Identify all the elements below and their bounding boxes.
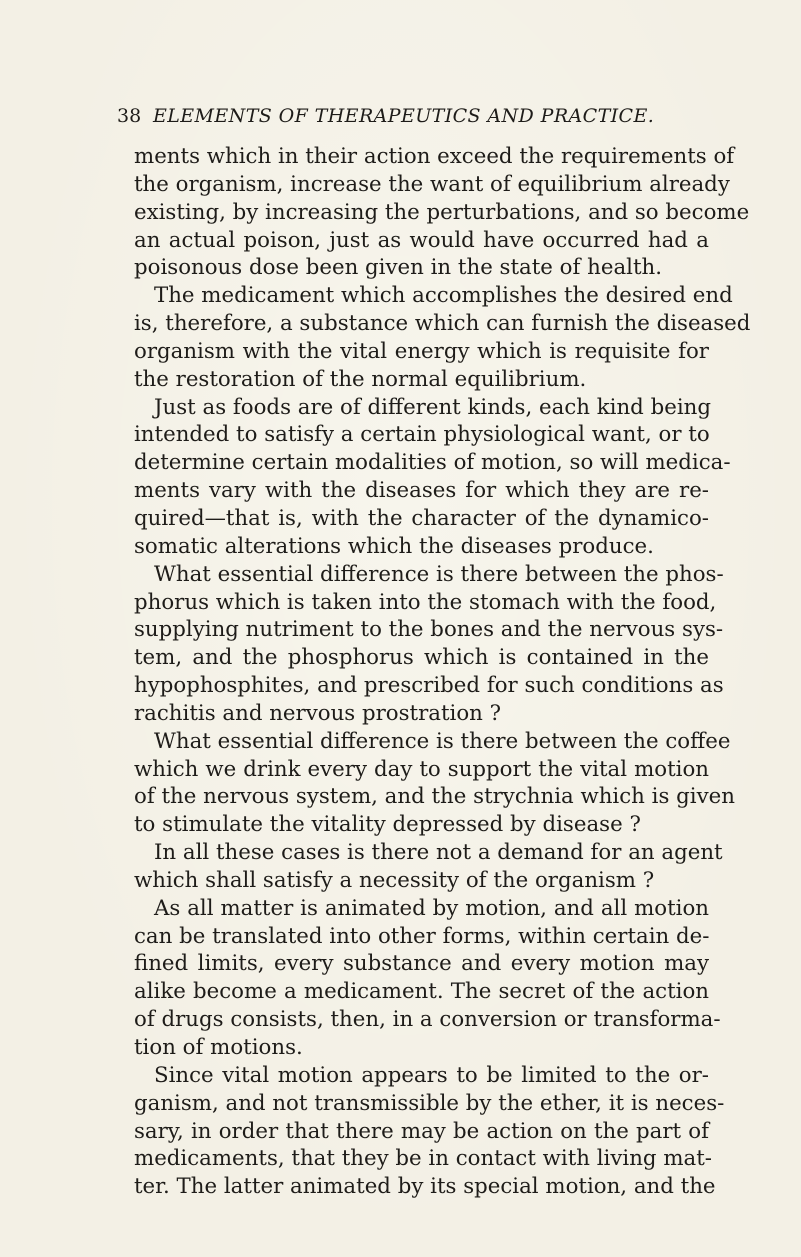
text-line: organism with the vital energy which is requisite for [134,338,709,364]
running-head [117,101,717,131]
text-line: of the nervous system, and the strychnia which is given [134,784,735,810]
text-line: poisonous dose been given in the state of health. [134,255,663,281]
text-line: quired—that is, with the character of the dynamico- [134,505,709,531]
text-line: is, therefore, a substance which can furnish the diseased [134,311,751,337]
text-line: medicaments, that they be in contact with living mat- [134,1146,712,1172]
text-line: can be translated into other forms, within certain de- [134,923,710,949]
text-line: determine certain modalities of motion, so will medica- [134,450,731,476]
text-line: tion of motions. [134,1035,303,1060]
text-line: existing, by increasing the perturbations, and so become [134,199,750,225]
body-text [134,143,751,1201]
text-line: ganism, and not transmissible by the ether, it is neces- [134,1090,725,1116]
text-line: rachitis and nervous prostration ? [134,700,502,726]
running-title: ELEMENTS OF THERAPEUTICS AND PRACTICE. [153,105,655,127]
text-line: hypophosphites, and prescribed for such conditions as [134,673,724,699]
text-line: to stimulate the vitality depressed by disease ? [134,812,641,838]
text-line: the restoration of the normal equilibrium. [134,366,587,392]
text-line: fined limits, every substance and every motion may [134,951,709,977]
text-line: phorus which is taken into the stomach with the food, [134,589,717,615]
text-line: intended to satisfy a certain physiological want, or to [134,422,710,448]
text-line: somatic alterations which the diseases produce. [134,533,654,559]
text-line: In all these cases is there not a demand for an agent [154,840,723,866]
text-line: As all matter is animated by motion, and all motion [154,895,709,921]
text-line: supplying nutriment to the bones and the nervous sys- [134,617,724,643]
text-line: What essential difference is there between the phos- [154,561,724,587]
text-line: tem, and the phosphorus which is contained in the [134,645,709,671]
text-line: alike become a medicament. The secret of the action [134,979,709,1005]
text-line: an actual poison, just as would have occurred had a [134,227,709,253]
text-line: which we drink every day to support the vital motion [134,756,709,782]
text-line: of drugs consists, then, in a conversion or transforma- [134,1007,721,1033]
text-line: Since vital motion appears to be limited to the or- [154,1062,709,1088]
text-line: The medicament which accomplishes the desired end [154,283,733,309]
text-line: Just as foods are of different kinds, each kind being [154,394,711,420]
text-line: What essential difference is there between the coffee [154,728,731,754]
text-line: which shall satisfy a necessity of the organism ? [134,867,655,893]
page-number: 38 [117,105,142,127]
text-line: ments which in their action exceed the requirements of [134,144,735,169]
text-line: ments vary with the diseases for which they are re- [134,478,709,504]
text-line: ter. The latter animated by its special motion, and the [134,1174,716,1200]
text-line: the organism, increase the want of equilibrium already [134,171,730,197]
text-line: sary, in order that there may be action on the part of [134,1118,709,1144]
